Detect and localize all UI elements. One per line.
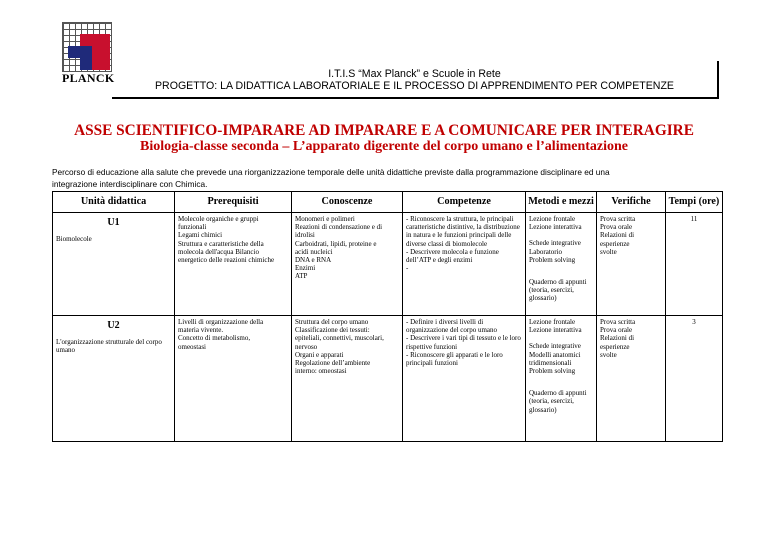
text-line: Classificazione dei tessuti: bbox=[295, 326, 370, 335]
text-line: epiteliali, connettivi, muscolari, bbox=[295, 334, 384, 343]
text-line: Schede integrative bbox=[529, 239, 581, 248]
cell-metodi bbox=[526, 316, 597, 442]
school-name: I.T.I.S “Max Planck” e Scuole in Rete bbox=[328, 68, 501, 80]
unit-name: Biomolecole bbox=[56, 235, 92, 243]
text-line: tridimensionali bbox=[529, 358, 572, 367]
text-line: interno: omeostasi bbox=[295, 367, 347, 376]
text-line: Lezione interattiva bbox=[529, 326, 582, 335]
text-line: Lezione frontale bbox=[529, 318, 576, 326]
text-line: Molecole organiche e gruppi bbox=[178, 215, 259, 223]
document-title: ASSE SCIENTIFICO-IMPARARE AD IMPARARE E A COMUNICARE PER INTERAGIRE bbox=[74, 122, 694, 139]
text-line: rispettive funzioni bbox=[406, 342, 458, 351]
text-line: Problem solving bbox=[529, 367, 576, 376]
text-line: dell’ATP e degli enzimi bbox=[406, 256, 473, 265]
text-line: energetico delle reazioni chimiche bbox=[178, 256, 275, 265]
text-line: esperienze bbox=[600, 342, 630, 351]
text-line: Schede integrative bbox=[529, 342, 581, 351]
text-line: - Descrivere i vari tipi di tessuto e le loro bbox=[406, 334, 521, 343]
text-line: Prova orale bbox=[600, 326, 633, 335]
unit-code: U1 bbox=[107, 217, 120, 228]
text-line: Modelli anatomici bbox=[529, 350, 581, 359]
cell-metodi bbox=[526, 213, 597, 316]
text-line: - Riconoscere gli apparati e le loro bbox=[406, 350, 503, 359]
header-box bbox=[112, 61, 719, 99]
text-line: Quaderno di appunti bbox=[529, 278, 587, 287]
cell-prerequisiti bbox=[175, 213, 292, 316]
text-line: Carboidrati, lipidi, proteine e bbox=[295, 239, 377, 248]
project-name: PROGETTO: LA DIDATTICA LABORATORIALE E IL PROCESSO DI APPRENDIMENTO PER COMPETENZE bbox=[154, 80, 674, 92]
cell-unita bbox=[53, 213, 175, 316]
unit-name: L'organizzazione strutturale del corpo umano bbox=[56, 338, 162, 355]
intro-paragraph: Percorso di educazione alla salute che prevede una riorganizzazione temporale delle unità didattiche previste dalla programmazione disciplinare ed una integrazione interdisciplinare con Chimica. bbox=[52, 167, 610, 189]
cell-competenze bbox=[403, 316, 526, 442]
text-line: Enzimi bbox=[295, 264, 316, 273]
text-line: diverse classi di biomolecole bbox=[406, 239, 488, 248]
planck-logo bbox=[62, 22, 115, 86]
logo-blue-block bbox=[80, 58, 92, 70]
text-line: svolte bbox=[600, 350, 617, 359]
text-line: Livelli di organizzazione della bbox=[178, 318, 264, 326]
text-line: acidi nucleici bbox=[295, 247, 333, 256]
unit-code: U2 bbox=[107, 320, 120, 331]
cell-conoscenze bbox=[292, 213, 403, 316]
text-line: molecola dell'acqua Bilancio bbox=[178, 247, 259, 256]
text-line: organizzazione del corpo umano bbox=[406, 326, 498, 335]
text-line: idrolisi bbox=[295, 231, 315, 240]
text-line: - Definire i diversi livelli di bbox=[406, 318, 484, 326]
table-row bbox=[53, 316, 723, 442]
cell-verifiche bbox=[597, 213, 666, 316]
text-line: Monomeri e polimeri bbox=[295, 215, 355, 223]
text-line: funzionali bbox=[178, 223, 207, 232]
cell-tempi: 3 bbox=[666, 316, 723, 442]
text-line: Quaderno di appunti bbox=[529, 389, 587, 398]
logo-blue-block bbox=[68, 46, 92, 58]
text-line: Concetto di metabolismo, bbox=[178, 334, 251, 343]
cell-unita bbox=[53, 316, 175, 442]
text-line: Struttura e caratteristiche della bbox=[178, 239, 264, 248]
table-header-row bbox=[53, 192, 723, 213]
col-header-unita: Unità didattica bbox=[53, 192, 175, 213]
col-header-metodi: Metodi e mezzi bbox=[526, 192, 597, 213]
text-line: Laboratorio bbox=[529, 247, 563, 256]
text-line: - Riconoscere la struttura, le principali bbox=[406, 215, 514, 223]
text-line: Lezione interattiva bbox=[529, 223, 582, 232]
text-line: ATP bbox=[295, 272, 308, 281]
text-line: Prova scritta bbox=[600, 215, 636, 223]
curriculum-table bbox=[52, 191, 723, 442]
cell-tempi: 11 bbox=[666, 213, 723, 316]
text-line: nervoso bbox=[295, 342, 318, 351]
text-line: materia vivente. bbox=[178, 326, 224, 335]
text-line: principali funzioni bbox=[406, 359, 458, 368]
text-line: Organi e apparati bbox=[295, 350, 344, 359]
text-line: Lezione frontale bbox=[529, 215, 576, 223]
text-line: glossario) bbox=[529, 294, 557, 303]
text-line: esperienze bbox=[600, 239, 630, 248]
col-header-tempi: Tempi (ore) bbox=[666, 192, 723, 213]
cell-competenze bbox=[403, 213, 526, 316]
text-line: Relazioni di bbox=[600, 334, 635, 343]
text-line: Prova scritta bbox=[600, 318, 636, 326]
text-line: - Descrivere molecola e funzione bbox=[406, 247, 499, 256]
text-line: Relazioni di bbox=[600, 231, 635, 240]
logo-red-block bbox=[92, 58, 110, 70]
text-line: Struttura del corpo umano bbox=[295, 318, 369, 326]
text-line: Legami chimici bbox=[178, 231, 223, 240]
text-line: Prova orale bbox=[600, 223, 633, 232]
col-header-verifiche: Verifiche bbox=[597, 192, 666, 213]
col-header-prerequisiti: Prerequisiti bbox=[175, 192, 292, 213]
cell-conoscenze bbox=[292, 316, 403, 442]
text-line: Regolazione dell’ambiente bbox=[295, 359, 371, 368]
text-line: Reazioni di condensazione e di bbox=[295, 223, 383, 232]
cell-prerequisiti bbox=[175, 316, 292, 442]
text-line: omeostasi bbox=[178, 342, 206, 351]
col-header-conoscenze: Conoscenze bbox=[292, 192, 403, 213]
text-line: (teoria, esercizi, bbox=[529, 286, 574, 295]
text-line: (teoria, esercizi, bbox=[529, 397, 574, 406]
text-line: Problem solving bbox=[529, 255, 576, 264]
text-line: glossario) bbox=[529, 405, 557, 414]
table-row bbox=[53, 213, 723, 316]
text-line: in natura e le funzioni principali delle bbox=[406, 231, 512, 240]
col-header-competenze: Competenze bbox=[403, 192, 526, 213]
text-line: DNA e RNA bbox=[295, 256, 332, 265]
text-line: caratteristiche distintive, la distribuzione bbox=[406, 223, 520, 232]
cell-verifiche bbox=[597, 316, 666, 442]
text-line: - bbox=[406, 264, 409, 273]
text-line: svolte bbox=[600, 247, 617, 256]
document-subtitle: Biologia-classe seconda – L’apparato digerente del corpo umano e l’alimentazione bbox=[139, 139, 629, 154]
logo-text: PLANCK bbox=[62, 71, 115, 85]
